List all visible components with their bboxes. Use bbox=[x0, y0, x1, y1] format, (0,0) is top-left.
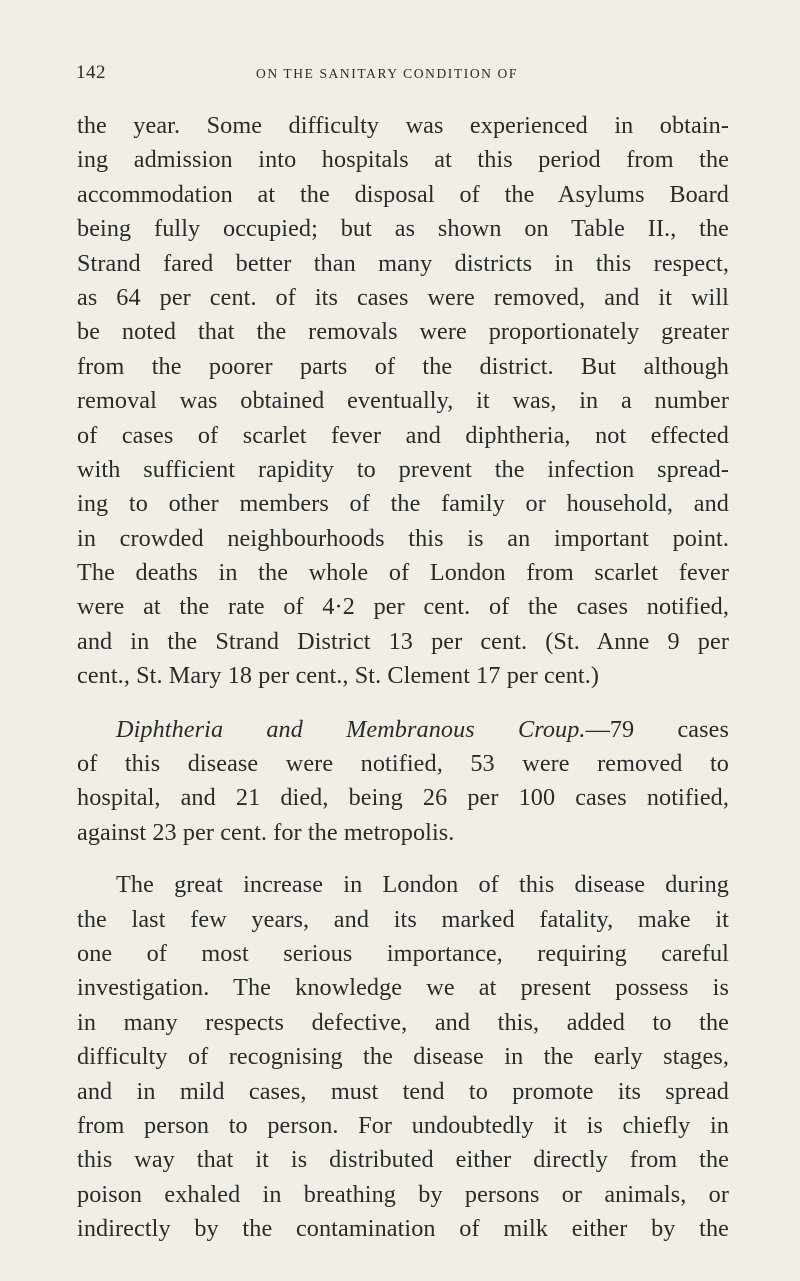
text-line: ing admission into hospitals at this period from the bbox=[77, 146, 729, 174]
paragraph-hospital-removals bbox=[77, 109, 729, 694]
heading-line-rest: —79 cases bbox=[585, 715, 729, 743]
text-line: from person to person. For undoubtedly it is chiefly in bbox=[77, 1111, 729, 1139]
text-line: indirectly by the contamination of milk either by the bbox=[77, 1215, 729, 1243]
text-line: and in the Strand District 13 per cent. (St. Anne 9 per bbox=[77, 627, 729, 655]
text-line: of this disease were notified, 53 were removed to bbox=[77, 750, 729, 778]
text-line: being fully occupied; but as shown on Table II., the bbox=[77, 215, 729, 243]
text-line: in crowded neighbourhoods this is an important point. bbox=[77, 524, 729, 552]
text-line: the year. Some difficulty was experienced in obtain- bbox=[77, 112, 729, 139]
text-line: ing to other members of the family or household, and bbox=[77, 490, 729, 518]
text-line: and in mild cases, must tend to promote its spread bbox=[77, 1077, 729, 1105]
text-line: difficulty of recognising the disease in the early stages, bbox=[77, 1043, 729, 1071]
text-line: from the poorer parts of the district. But although bbox=[77, 352, 729, 380]
text-line: one of most serious importance, requiring careful bbox=[77, 939, 729, 967]
page-number: 142 bbox=[76, 62, 106, 83]
body-text bbox=[77, 109, 729, 1247]
text-line: this way that it is distributed either directly from the bbox=[77, 1146, 729, 1174]
text-line: the last few years, and its marked fatality, make it bbox=[77, 905, 729, 933]
text-line: against 23 per cent. for the metropolis. bbox=[77, 818, 455, 846]
text-line: as 64 per cent. of its cases were removed, and it will bbox=[77, 283, 729, 311]
text-line: of cases of scarlet fever and diphtheria, not effected bbox=[77, 421, 729, 449]
text-line: in many respects defective, and this, added to the bbox=[77, 1008, 729, 1036]
paragraph-great-increase bbox=[77, 868, 729, 1246]
running-head: ON THE SANITARY CONDITION OF bbox=[256, 66, 518, 81]
section-heading: Diphtheria and Membranous Croup. bbox=[116, 715, 586, 743]
text-line: The great increase in London of this disease during bbox=[116, 871, 729, 899]
text-line: with sufficient rapidity to prevent the infection spread- bbox=[77, 455, 729, 483]
text-line: Strand fared better than many districts in this respect, bbox=[77, 249, 729, 277]
text-line: accommodation at the disposal of the Asylums Board bbox=[77, 180, 729, 208]
text-line-with-heading bbox=[77, 713, 729, 747]
text-line: poison exhaled in breathing by persons or animals, or bbox=[77, 1180, 729, 1208]
text-line: be noted that the removals were proportionately greater bbox=[77, 318, 729, 346]
page-header bbox=[76, 62, 724, 92]
text-line: removal was obtained eventually, it was, in a number bbox=[77, 387, 729, 415]
paragraph-diphtheria bbox=[77, 713, 729, 851]
text-line: investigation. The knowledge we at present possess is bbox=[77, 974, 729, 1002]
text-line: hospital, and 21 died, being 26 per 100 cases notified, bbox=[77, 784, 729, 812]
text-line: cent., St. Mary 18 per cent., St. Clement 17 per cent.) bbox=[77, 662, 600, 690]
text-line: were at the rate of 4·2 per cent. of the cases notified, bbox=[77, 593, 729, 621]
text-line: The deaths in the whole of London from scarlet fever bbox=[77, 559, 729, 587]
